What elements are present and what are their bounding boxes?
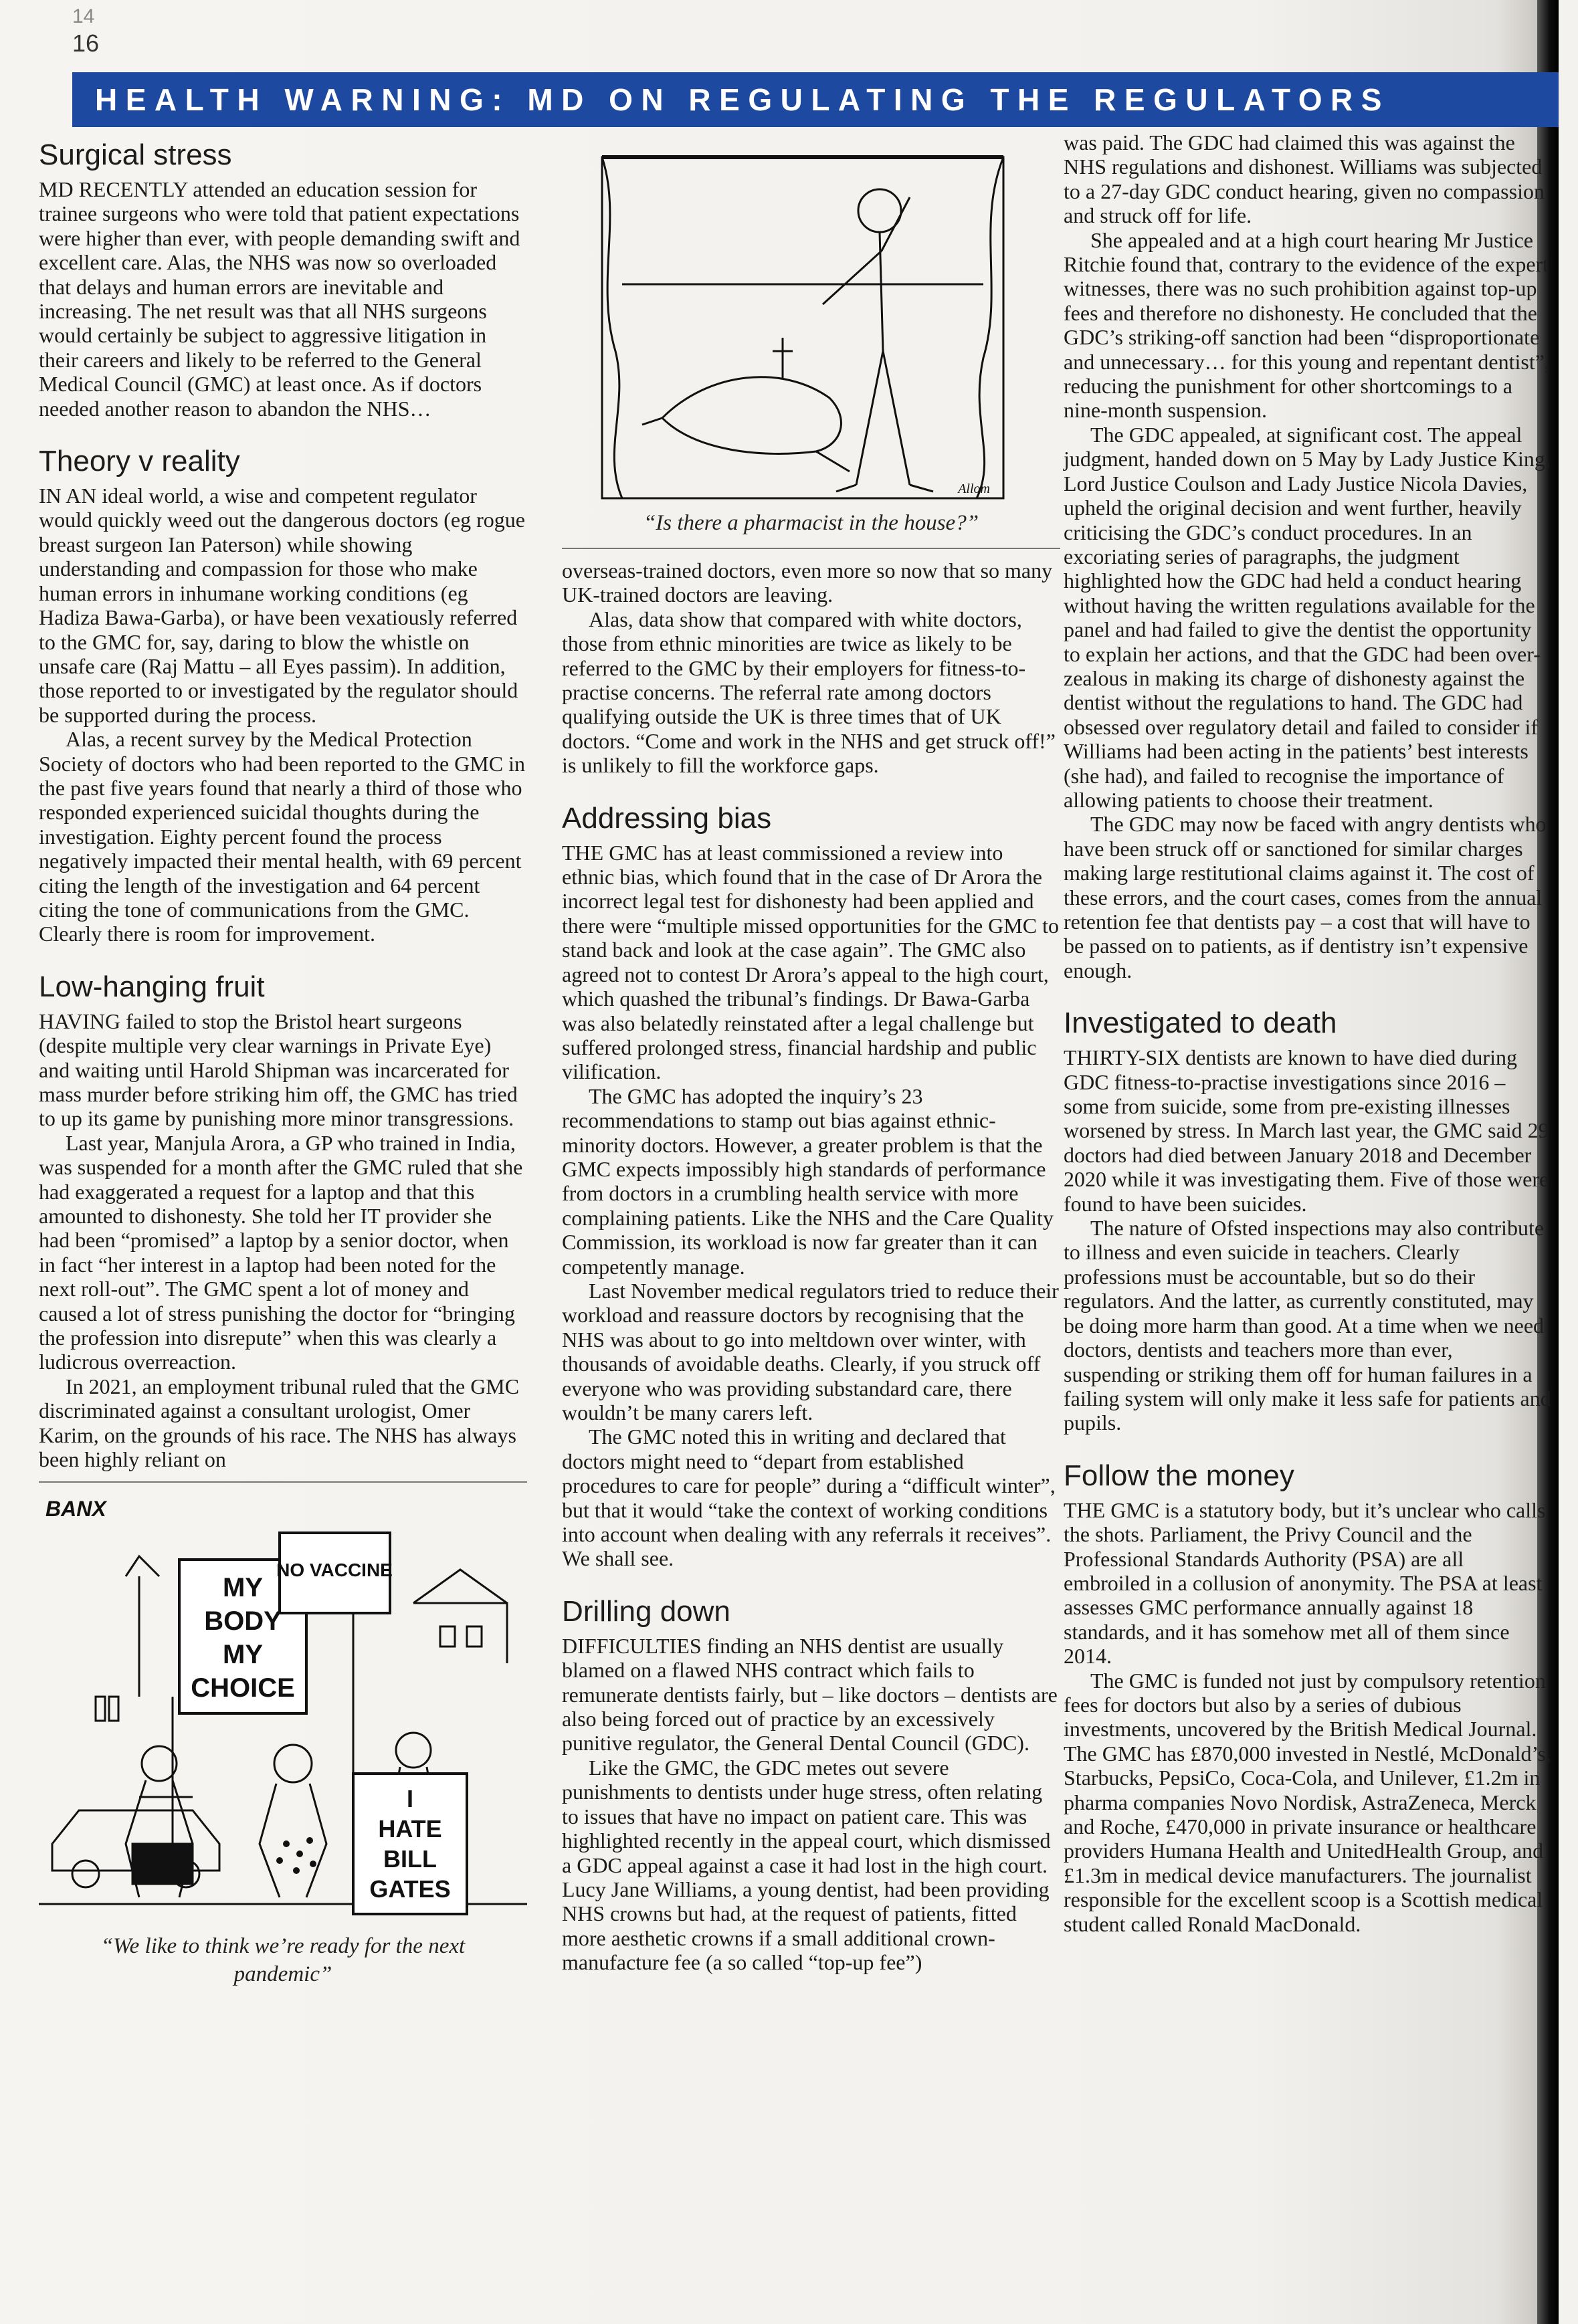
sign-left-line: MY [223,1639,263,1669]
paragraph: MD RECENTLY attended an education session for trainee surgeons who were told that patient expectations were higher than ever, with people demanding swift and excellent care. Alas, the NHS was now so overloaded that delays and human errors are inevitable and increasing. The net result was that all NHS surgeons would certainly be subject to aggressive litigation in their careers and likely to be referred to the General Medical Council (GMC) at least once. As if doctors needed another reason to abandon the NHS… [39,177,520,421]
section-heading: Drilling down [562,1594,730,1628]
sign-left-line: MY [223,1572,263,1602]
cartoon-pharmacist [562,137,1060,537]
paragraph: The GDC may now be faced with angry dentists who have been struck off or sanctioned for similar charges making large restitutional claims against it. The cost of these errors, and the court cases, comes from the annual retention fee that dentists pay – a cost that will have to be passed on to patients, as if dentistry isn’t expensive enough. [1064,812,1547,982]
paragraph: Last year, Manjula Arora, a GP who trained in India, was suspended for a month after the GMC ruled that she had exaggerated a request for a laptop and that this amounted to dishonesty. She told her IT provider she had been “promised” a laptop by a senior doctor, when in fact “her interest in a laptop had been noted for the next roll-out”. The GMC spent a lot of money and caused a lot of stress punishing the doctor for “bringing the profession into disrepute” when this was clearly a ludicrous overreaction. [39,1130,523,1374]
paragraph: IN AN ideal world, a wise and competent regulator would quickly weed out the dangerous doctors (eg rogue breast surgeon Ian Paterson) while showing understanding and compassion for those who make human errors in inhumane working conditions (eg Hadiza Bawa-Garba), or have been vexatiously referred to the GMC for, say, daring to blow the whistle on unsafe care (Raj Mattu – all Eyes passim). In addition, those reported to or investigated by the regulator should be supported during the process. [39,484,525,727]
paragraph: The nature of Ofsted inspections may also contribute to illness and even suicide in teachers. Clearly professions must be accountable, but so do their regulators. And the latter, as currently constituted, may be doing more harm than good. At a time when we need doctors, dentists and teachers more than ever, suspending or striking them off for human failures in a failing system will only make it less safe for patients and pupils. [1064,1216,1551,1435]
section-drilling-down [562,1594,1060,1975]
paragraph: overseas-trained doctors, even more so now that so many UK-trained doctors are leaving. [562,558,1053,607]
sign-right-line: GATES [369,1875,451,1903]
section-theory-v-reality [39,443,527,946]
section-investigated-to-death [1064,1005,1552,1435]
paragraph: Like the GMC, the GDC metes out severe punishments to dentists under huge stress, often relating to issues that have no impact on patient care. This was highlighted recently in the appeal court, which dismissed a GDC appeal against a case it had lost in the high court. Lucy Jane Williams, a young dentist, had been providing NHS crowns but had, at the request of patients, fitted more aesthetic crowns if a small additional crown-manufacture fee (a so called “top-up fee”) [562,1755,1051,1975]
section-low-hanging-fruit [39,969,527,1472]
section-continued [1064,130,1552,982]
sign-left-line: CHOICE [191,1673,295,1703]
section-heading: Follow the money [1064,1459,1294,1492]
paragraph: THIRTY-SIX dentists are known to have died during GDC fitness-to-practise investigations since 2016 – some from suicide, some from pre-existing illnesses worsened by stress. In March last year, the GMC said 29 doctors had died between January 2018 and December 2020 while it was investigating them. Five of those were found to have been suicides. [1064,1045,1549,1216]
column-rule [562,548,1060,549]
sign-right-line: HATE [378,1814,442,1842]
paragraph: DIFFICULTIES finding an NHS dentist are usually blamed on a flawed NHS contract which fails to remunerate dentists fairly, but – like doctors – dentists are also being forced out of practice by an excessively punitive regulator, the General Dental Council (GDC). [562,1633,1058,1756]
paragraph: Last November medical regulators tried to reduce their workload and reassure doctors by recognising that the NHS was about to go into meltdown over winter, with thousands of avoidable deaths. Clearly, if you struck off everyone who was providing substandard care, there wouldn’t be many carers left. [562,1278,1059,1424]
section-heading: Theory v reality [39,445,240,478]
paragraph: Alas, a recent survey by the Medical Protection Society of doctors who had been reported to the GMC in the past five years found that nearly a third of those who responded experienced suicidal thoughts during the investigation. Eighty percent found the process negatively impacted their mental health, with 69 percent citing the length of the investigation and 64 percent citing the tone of communications from the GMC. Clearly there is room for improvement. [39,727,525,946]
cartoon-vaccine [39,1496,527,1988]
paragraph: The GMC noted this in writing and declared that doctors might need to “depart from established procedures to care for people” during a “difficult winter”, but that it would “take the context of working conditions into account when dealing with any referrals it receives”. We shall see. [562,1424,1056,1571]
paragraph: THE GMC has at least commissioned a review into ethnic bias, which found that in the case of Dr Arora the incorrect legal test for dishonesty had been applied and there were “multiple missed opportunities for the GMC to stand back and look at the case again”. The GMC also agreed not to contest Dr Arora’s appeal to the high court, which quashed the tribunal’s findings. Dr Bawa-Garba was also belatedly reinstated after a legal challenge but suffered prolonged stress, financial hardship and public vilification. [562,840,1059,1084]
section-follow-the-money [1064,1458,1552,1936]
sign-top-text: NO VACCINE [276,1559,393,1580]
paragraph: The GDC appealed, at significant cost. The appeal judgment, handed down on 5 May by Lady Justice King, Lord Justice Coulson and Lady Justice Nicola Davies, upheld the original decision and went further, heavily criticising the GDC’s conduct procedures. In an excoriating series of paragraphs, the judgment highlighted how the GDC had held a conduct hearing without having the written regulations available for the panel and had failed to give the dentist the opportunity to explain her actions, and that the GDC had been over-zealous in making its charge of dishonesty against the dentist without the regulations to hand. The GDC had obsessed over regulatory detail and failed to consider if Williams had been acting in the patients’ best interests (she had), and failed to recognise the importance of allowing patients to choose their treatment. [1064,422,1551,812]
paragraph: HAVING failed to stop the Bristol heart surgeons (despite multiple very clear warnings in Private Eye) and waiting until Harold Shipman was incarcerated for mass murder before striking him off, the GMC has tried to up its game by punishing more minor transgressions. [39,1009,518,1131]
column-3 [1064,130,1552,1959]
cartoon-caption: “We like to think we’re ready for the next pandemic” [100,1933,466,1986]
column-2 [562,137,1060,1998]
pharmacist-cartoon-drawing [562,137,1060,512]
section-heading: Investigated to death [1064,1007,1337,1040]
paragraph: In 2021, an employment tribunal ruled that the GMC discriminated against a consultant urologist, Omer Karim, on the grounds of his race. The NHS has always been highly reliant on [39,1374,520,1472]
sign-left-line: BODY [204,1606,282,1636]
column-rule [39,1481,527,1483]
section-heading: Low-hanging fruit [39,970,265,1003]
section-continued [562,558,1060,778]
section-surgical-stress [39,137,527,421]
page-number: 16 [72,29,100,57]
column-1 [39,137,527,1988]
paragraph: The GMC is funded not just by compulsory retention fees for doctors but also by a series of dubious investments, uncovered by the British Medical Journal. The GMC has £870,000 invested in Nestlé, McDonald’s, Starbucks, PepsiCo, Coca-Cola, and Unilever, £1.2m in pharma companies Novo Nordisk, AstraZeneca, Merck and Roche, £470,000 in private insurance or healthcare providers Humana Health and UnitedHealth Group, and £1.3m in medical device manufacturers. The journalist responsible for the excellent scoop is a Scottish medical student called Ronald MacDonald. [1064,1668,1551,1936]
sign-right-line: BILL [383,1844,437,1873]
section-addressing-bias [562,801,1060,1571]
paragraph: was paid. The GDC had claimed this was against the NHS regulations and dishonest. Williams was subjected to a 27-day GDC conduct hearing, given no compassion and struck off for life. [1064,130,1545,228]
paragraph: The GMC has adopted the inquiry’s 23 recommendations to stamp out bias against ethnic-minority doctors. However, a greater problem is that the GMC expects impossibly high standards of performance from doctors in a crumbling health service with more complaining patients. Like the NHS and the Care Quality Commission, its workload is now far greater than it can competently manage. [562,1083,1054,1279]
faded-page-number: 14 [72,5,95,27]
paragraph: THE GMC is a statutory body, but it’s unclear who calls the shots. Parliament, the Privy Council and the Professional Standards Authority (PSA) are all embroiled in a collusion of anonymity. The PSA at least assesses GMC performance annually against 18 standards, and it has somehow met all of them since 2014. [1064,1497,1546,1669]
cartoonist-signature: Allom [958,482,990,496]
paragraph: Alas, data show that compared with white doctors, those from ethnic minorities are twice as likely to be referred to the GMC by their employers for fitness-to-practise concerns. The referral rate among doctors qualifying outside the UK is three times that of UK doctors. “Come and work in the NHS and get struck off!” is unlikely to fill the workforce gaps. [562,607,1056,778]
vaccine-cartoon-drawing [39,1496,527,1924]
sign-right-line: I [406,1784,414,1812]
artist-signature: BANX [45,1496,106,1521]
paragraph: She appealed and at a high court hearing Mr Justice Ritchie found that, contrary to the evidence of the expert witnesses, there was no such prohibition against top-up fees and therefore no dishonesty. He concluded that the GDC’s striking-off sanction had been “disproportionate and unnecessary… for this young and repentant dentist”, reducing the punishment for other shortcomings to a nine-month suspension. [1064,227,1550,423]
section-heading: Addressing bias [562,801,772,835]
section-banner: HEALTH WARNING: MD ON REGULATING THE REGULATORS [72,72,1559,127]
cartoon-caption: “Is there a pharmacist in the house?” [643,511,979,535]
section-heading: Surgical stress [39,138,232,171]
